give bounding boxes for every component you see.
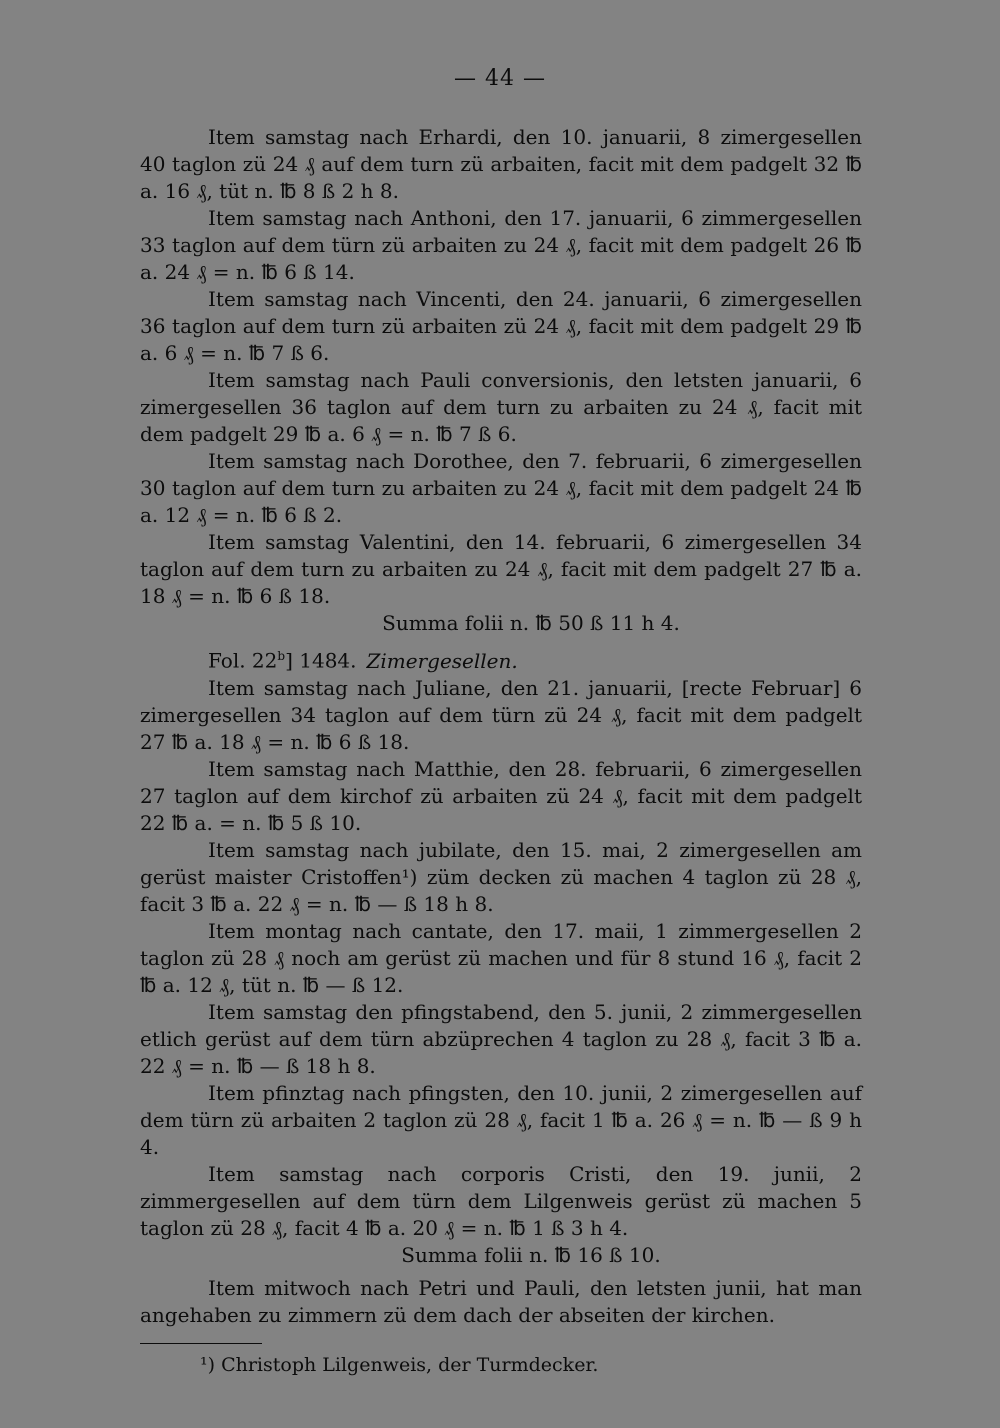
folio-sum: Summa folii n. ℔ 16 ß 10. xyxy=(401,1242,661,1267)
page-body xyxy=(140,124,862,1379)
folio-year: ] 1484. xyxy=(285,648,357,673)
entry-paragraph: Item samstag nach Anthoni, den 17. januarii, 6 zimmergesellen 33 taglon auf dem türn zü arbaiten zu 24 ₰, facit mit dem padgelt 26 ℔ a. 24 ₰ = n. ℔ 6 ß 14. xyxy=(140,206,862,284)
entry-paragraph: Item samstag nach Erhardi, den 10. januarii, 8 zimergesellen 40 taglon zü 24 ₰ auf dem turn zü arbaiten, facit mit dem padgelt 32 ℔ a. 16 ₰, tüt n. ℔ 8 ß 2 h 8. xyxy=(140,125,862,203)
entry-paragraph: Item samstag nach Vincenti, den 24. januarii, 6 zimergesellen 36 taglon auf dem turn zü arbaiten zü 24 ₰, facit mit dem padgelt 29 ℔ a. 6 ₰ = n. ℔ 7 ß 6. xyxy=(140,287,862,365)
folio-reference: Fol. 22 xyxy=(208,648,278,673)
entry-paragraph: Item samstag nach corporis Cristi, den 19. junii, 2 zimmergesellen auf dem türn dem Lilgenweis gerüst zü machen 5 taglon zü 28 ₰, facit 4 ℔ a. 20 ₰ = n. ℔ 1 ß 3 h 4. xyxy=(140,1161,862,1240)
entry-paragraph: Item samstag nach Matthie, den 28. februarii, 6 zimergesellen 27 taglon auf dem kirchof zü arbaiten zü 24 ₰, facit mit dem padgelt 22 ℔ a. = n. ℔ 5 ß 10. xyxy=(140,756,862,835)
folio-reference-sup: b xyxy=(277,649,286,663)
footnote: ¹) Christoph Lilgenweis, der Turmdecker. xyxy=(200,1353,599,1376)
entry-paragraph: Item samstag Valentini, den 14. februarii, 6 zimergesellen 34 taglon auf dem turn zu arbaiten zu 24 ₰, facit mit dem padgelt 27 ℔ a. 18 ₰ = n. ℔ 6 ß 18. xyxy=(140,530,862,608)
entry-paragraph: Item pfinztag nach pfingsten, den 10. junii, 2 zimergesellen auf dem türn zü arbaiten 2 taglon zü 28 ₰, facit 1 ℔ a. 26 ₰ = n. ℔ — ß 9 h 4. xyxy=(140,1080,862,1159)
entry-paragraph: Item montag nach cantate, den 17. maii, 1 zimmergesellen 2 taglon zü 28 ₰ noch am gerüst zü machen und für 8 stund 16 ₰, facit 2 ℔ a. 12 ₰, tüt n. ℔ — ß 12. xyxy=(140,918,862,997)
section-title: Zimergesellen. xyxy=(366,648,518,673)
footnote-divider xyxy=(140,1343,262,1344)
entry-paragraph: Item samstag nach Juliane, den 21. januarii, [recte Februar] 6 zimergesellen 34 taglon auf dem türn zü 24 ₰, facit mit dem padgelt 27 ℔ a. 18 ₰ = n. ℔ 6 ß 18. xyxy=(140,675,862,754)
entry-paragraph: Item samstag nach jubilate, den 15. mai, 2 zimergesellen am gerüst maister Cristoffen¹) züm decken zü machen 4 taglon zü 28 ₰, facit 3 ℔ a. 22 ₰ = n. ℔ — ß 18 h 8. xyxy=(140,837,862,916)
entry-paragraph: Item samstag nach Dorothee, den 7. februarii, 6 zimergesellen 30 taglon auf dem turn zu arbaiten zu 24 ₰, facit mit dem padgelt 24 ℔ a. 12 ₰ = n. ℔ 6 ß 2. xyxy=(140,449,862,527)
section-heading xyxy=(140,643,862,675)
folio-sum: Summa folii n. ℔ 50 ß 11 h 4. xyxy=(382,611,680,635)
entry-paragraph: Item samstag nach Pauli conversionis, den letsten januarii, 6 zimergesellen 36 taglon auf dem turn zu arbaiten zu 24 ₰, facit mit dem padgelt 29 ℔ a. 6 ₰ = n. ℔ 7 ß 6. xyxy=(140,368,862,446)
entry-paragraph: Item mitwoch nach Petri und Pauli, den letsten junii, hat man angehaben zu zimmern zü dem dach der abseiten der kirchen. xyxy=(140,1275,862,1327)
entry-paragraph: Item samstag den pfingstabend, den 5. junii, 2 zimmergesellen etlich gerüst auf dem türn abzüprechen 4 taglon zu 28 ₰, facit 3 ℔ a. 22 ₰ = n. ℔ — ß 18 h 8. xyxy=(140,999,862,1078)
page-number: — 44 — xyxy=(454,66,546,91)
